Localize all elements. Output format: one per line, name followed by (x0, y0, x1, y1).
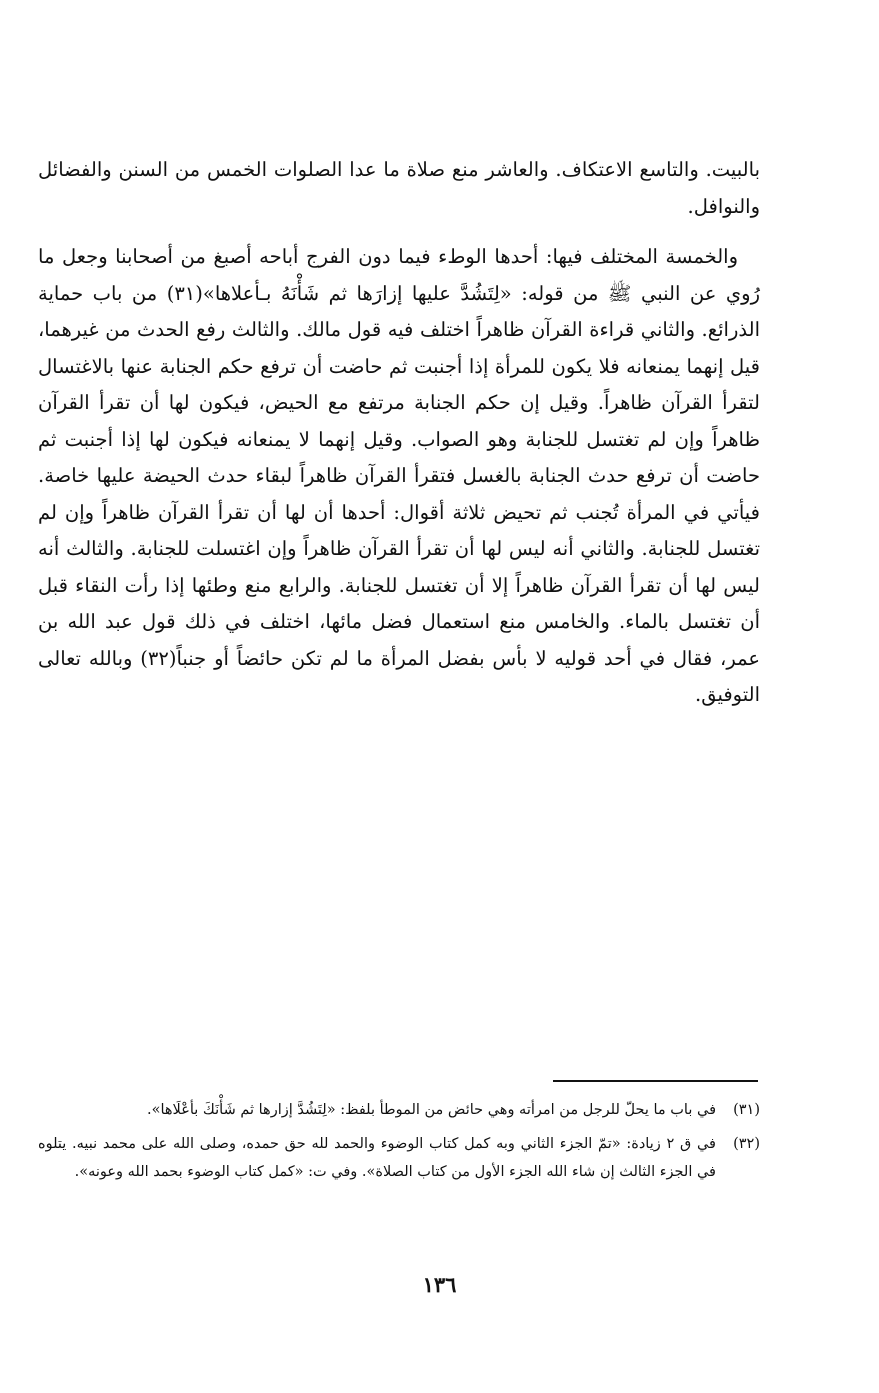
main-text (38, 152, 760, 714)
paragraph-1: بالبيت. والتاسع الاعتكاف. والعاشر منع صلاة ما عدا الصلوات الخمس من السنن والفضائل والنوافل. (38, 158, 760, 218)
page-number: ١٣٦ (422, 1272, 457, 1297)
footnote-divider (553, 1080, 758, 1082)
footnote-text: في باب ما يحلّ للرجل من امرأته وهي حائض من الموطأ بلفظ: «لِتَشُدَّ إزارها ثم شَأْنَكَ بأعْلَاها». (147, 1102, 716, 1118)
footnote-marker: (٣١) (733, 1102, 760, 1118)
footnote-marker: (٣٢) (733, 1136, 760, 1152)
footnote-31 (38, 1096, 760, 1124)
footnotes (38, 1096, 760, 1192)
paragraph-2: والخمسة المختلف فيها: أحدها الوطء فيما دون الفرج أباحه أصبغ من أصحابنا وجعل ما رُوي عن النبي ﷺ من قوله: «لِتَشُدَّ عليها إزارَها ثم شَأْنَهُ بـأعلاها»(٣١) من باب حماية الذرائع. والثاني قراءة القرآن ظاهراً اختلف فيه قول مالك. والثالث رفع الحدث من غيرهما، قيل إنهما يمنعانه فلا يكون للمرأة إذا أجنبت ثم حاضت أن ترفع حكم الجنابة عنها بالاغتسال لتقرأ القرآن ظاهراً. وقيل إن حكم الجنابة مرتفع مع الحيض، فيكون لها أن تقرأ القرآن ظاهراً وإن لم تغتسل للجنابة وهو الصواب. وقيل إنهما لا يمنعانه فيكون لها إذا أجنبت ثم حاضت أن ترفع حدث الجنابة بالغسل فتقرأ القرآن ظاهراً لبقاء حدث الحيضة عليها خاصة. فيأتي في المرأة تُجنب ثم تحيض ثلاثة أقوال: أحدها أن لها أن تقرأ القرآن ظاهراً وإن لم تغتسل للجنابة. والثاني أنه ليس لها أن تقرأ القرآن ظاهراً وإن اغتسلت للجنابة. والثالث أنه ليس لها أن تقرأ القرآن ظاهراً إلا أن تغتسل للجنابة. والرابع منع وطئها إذا رأت النقاء قبل أن تغتسل بالماء. والخامس منع استعمال فضل مائها، اختلف في ذلك قول عبد الله بن عمر، فقال في أحد قوليه لا بأس بفضل المرأة ما لم تكن حائضاً أو جنباً(٣٢) وبالله تعالى التوفيق. (38, 245, 760, 706)
footnote-32 (38, 1130, 760, 1186)
footnote-text: في ق ٢ زيادة: «تمّ الجزء الثاني وبه كمل كتاب الوضوء والحمد لله حق حمده، وصلى الله على محمد نبيه. يتلوه في الجزء الثالث إن شاء الله الجزء الأول من كتاب الصلاة». وفي ت: «كمل كتاب الوضوء بحمد الله وعونه». (38, 1136, 716, 1180)
